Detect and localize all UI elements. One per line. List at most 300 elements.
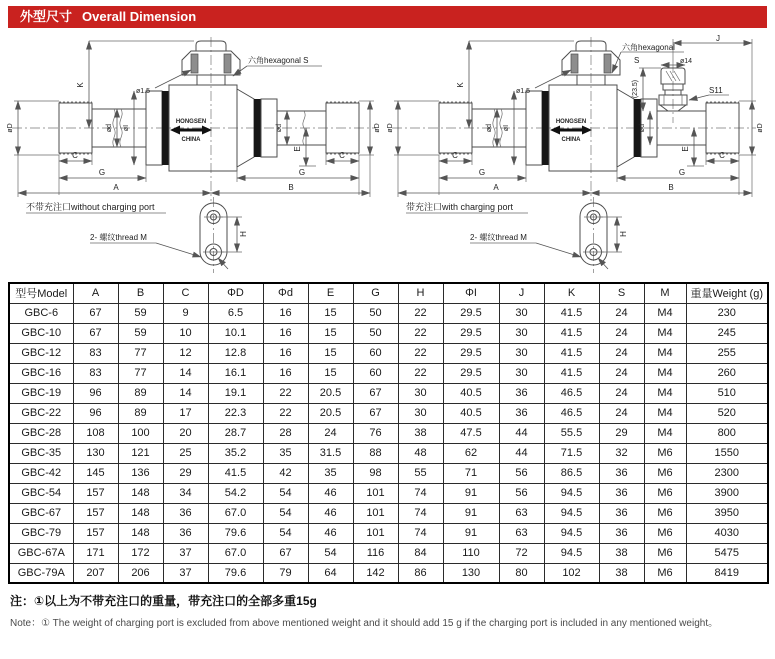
value-cell: 29.5 bbox=[443, 343, 499, 363]
pin-label: ø1.5 bbox=[516, 88, 531, 95]
value-cell: 12.8 bbox=[208, 343, 263, 363]
value-cell: 72 bbox=[499, 543, 544, 563]
header-row bbox=[9, 283, 768, 303]
value-cell: 121 bbox=[118, 443, 163, 463]
value-cell: 54 bbox=[308, 543, 353, 563]
hex-label-line2: S bbox=[634, 56, 640, 65]
model-cell: GBC-16 bbox=[9, 363, 73, 383]
value-cell: 77 bbox=[118, 363, 163, 383]
value-cell: 42 bbox=[263, 463, 308, 483]
table-row bbox=[9, 303, 768, 323]
value-cell: 40.5 bbox=[443, 383, 499, 403]
value-cell: 800 bbox=[686, 423, 768, 443]
table-row bbox=[9, 443, 768, 463]
dim-label-e: E bbox=[681, 146, 690, 152]
value-cell: 94.5 bbox=[544, 543, 599, 563]
value-cell: 89 bbox=[118, 383, 163, 403]
value-cell: 28.7 bbox=[208, 423, 263, 443]
value-cell: 22 bbox=[263, 403, 308, 423]
dim-label-phiD-right: øD bbox=[374, 123, 381, 133]
footnotes bbox=[10, 592, 765, 629]
dim-label-phiD-left: øD bbox=[387, 123, 394, 133]
table-row bbox=[9, 483, 768, 503]
value-cell: 96 bbox=[73, 403, 118, 423]
dim-label-b: B bbox=[668, 183, 674, 192]
value-cell: 207 bbox=[73, 563, 118, 583]
value-cell: M6 bbox=[644, 483, 686, 503]
value-cell: 22 bbox=[398, 323, 443, 343]
value-cell: 89 bbox=[118, 403, 163, 423]
model-cell: GBC-54 bbox=[9, 483, 73, 503]
value-cell: 41.5 bbox=[544, 343, 599, 363]
value-cell: 98 bbox=[353, 463, 398, 483]
value-cell: 79.6 bbox=[208, 523, 263, 543]
value-cell: 255 bbox=[686, 343, 768, 363]
value-cell: 14 bbox=[163, 383, 208, 403]
value-cell: 63 bbox=[499, 503, 544, 523]
value-cell: 20 bbox=[163, 423, 208, 443]
value-cell: 32 bbox=[599, 443, 644, 463]
dim-label-phiD-right: øD bbox=[757, 123, 764, 133]
dim-label-h: H bbox=[619, 231, 628, 237]
drawing-caption bbox=[406, 201, 528, 213]
value-cell: 16 bbox=[263, 323, 308, 343]
model-cell: GBC-42 bbox=[9, 463, 73, 483]
value-cell: 148 bbox=[118, 483, 163, 503]
column-header: A bbox=[73, 283, 118, 303]
value-cell: 36 bbox=[499, 403, 544, 423]
value-cell: 30 bbox=[499, 323, 544, 343]
value-cell: 46 bbox=[308, 503, 353, 523]
value-cell: 59 bbox=[118, 303, 163, 323]
value-cell: 44 bbox=[499, 423, 544, 443]
value-cell: 101 bbox=[353, 483, 398, 503]
value-cell: 100 bbox=[118, 423, 163, 443]
value-cell: 10.1 bbox=[208, 323, 263, 343]
value-cell: 28 bbox=[263, 423, 308, 443]
value-cell: 46.5 bbox=[544, 383, 599, 403]
value-cell: 101 bbox=[353, 503, 398, 523]
s11-label: S11 bbox=[709, 86, 723, 95]
value-cell: 24 bbox=[308, 423, 353, 443]
value-cell: 130 bbox=[443, 563, 499, 583]
model-cell: GBC-67A bbox=[9, 543, 73, 563]
value-cell: 54 bbox=[263, 523, 308, 543]
value-cell: 36 bbox=[163, 503, 208, 523]
value-cell: 74 bbox=[398, 483, 443, 503]
value-cell: M6 bbox=[644, 543, 686, 563]
value-cell: 36 bbox=[499, 383, 544, 403]
value-cell: 8419 bbox=[686, 563, 768, 583]
table-row bbox=[9, 463, 768, 483]
value-cell: 74 bbox=[398, 523, 443, 543]
value-cell: 56 bbox=[499, 483, 544, 503]
value-cell: 84 bbox=[398, 543, 443, 563]
value-cell: 157 bbox=[73, 483, 118, 503]
dim-label-phid-right: ød bbox=[639, 123, 646, 133]
value-cell: 24 bbox=[599, 303, 644, 323]
column-header: C bbox=[163, 283, 208, 303]
value-cell: 55.5 bbox=[544, 423, 599, 443]
value-cell: 30 bbox=[398, 383, 443, 403]
value-cell: 16.1 bbox=[208, 363, 263, 383]
value-cell: 46 bbox=[308, 483, 353, 503]
value-cell: 48 bbox=[398, 443, 443, 463]
table-row bbox=[9, 423, 768, 443]
dim-label-c-left: C bbox=[452, 151, 458, 160]
value-cell: 30 bbox=[398, 403, 443, 423]
value-cell: 29 bbox=[599, 423, 644, 443]
model-cell: GBC-79A bbox=[9, 563, 73, 583]
drawing-caption bbox=[26, 201, 166, 213]
value-cell: 35.2 bbox=[208, 443, 263, 463]
value-cell: 157 bbox=[73, 503, 118, 523]
value-cell: M4 bbox=[644, 343, 686, 363]
value-cell: 86.5 bbox=[544, 463, 599, 483]
value-cell: 16 bbox=[263, 363, 308, 383]
column-header: G bbox=[353, 283, 398, 303]
hex-label-line1: 六角hexagonal bbox=[622, 43, 675, 52]
thread-label: 2- 螺纹thread M bbox=[470, 233, 527, 242]
value-cell: 24 bbox=[599, 343, 644, 363]
value-cell: 91 bbox=[443, 503, 499, 523]
value-cell: 47.5 bbox=[443, 423, 499, 443]
dim-label-a: A bbox=[493, 183, 499, 192]
value-cell: 206 bbox=[118, 563, 163, 583]
caption-text: 带充注口with charging port bbox=[406, 202, 514, 212]
brand-country: CHINA bbox=[181, 137, 201, 143]
column-header: E bbox=[308, 283, 353, 303]
value-cell: 148 bbox=[118, 523, 163, 543]
port-height-label: (23.5) bbox=[632, 79, 639, 99]
value-cell: 41.5 bbox=[544, 303, 599, 323]
value-cell: 171 bbox=[73, 543, 118, 563]
table-row bbox=[9, 503, 768, 523]
value-cell: 36 bbox=[163, 523, 208, 543]
value-cell: 38 bbox=[398, 423, 443, 443]
value-cell: 20.5 bbox=[308, 403, 353, 423]
value-cell: 3900 bbox=[686, 483, 768, 503]
value-cell: 35 bbox=[263, 443, 308, 463]
value-cell: 36 bbox=[599, 523, 644, 543]
table-row bbox=[9, 403, 768, 423]
dim-label-phiI: øI bbox=[123, 124, 130, 132]
value-cell: M6 bbox=[644, 563, 686, 583]
section-title-cn: 外型尺寸 bbox=[20, 9, 73, 24]
value-cell: 16 bbox=[263, 343, 308, 363]
drawing-with-charging-port bbox=[384, 33, 769, 278]
dim-label-e: E bbox=[293, 146, 302, 152]
value-cell: 64 bbox=[308, 563, 353, 583]
value-cell: 79.6 bbox=[208, 563, 263, 583]
table-row bbox=[9, 563, 768, 583]
pin-label: ø1.5 bbox=[136, 88, 151, 95]
value-cell: 91 bbox=[443, 523, 499, 543]
value-cell: 142 bbox=[353, 563, 398, 583]
value-cell: 15 bbox=[308, 323, 353, 343]
value-cell: 54 bbox=[263, 503, 308, 523]
table-row bbox=[9, 543, 768, 563]
value-cell: 46 bbox=[308, 523, 353, 543]
value-cell: 83 bbox=[73, 363, 118, 383]
column-header: B bbox=[118, 283, 163, 303]
table-row bbox=[9, 343, 768, 363]
value-cell: 520 bbox=[686, 403, 768, 423]
value-cell: 29 bbox=[163, 463, 208, 483]
value-cell: 34 bbox=[163, 483, 208, 503]
value-cell: 3950 bbox=[686, 503, 768, 523]
value-cell: 60 bbox=[353, 363, 398, 383]
value-cell: 148 bbox=[118, 503, 163, 523]
table-row bbox=[9, 363, 768, 383]
value-cell: 102 bbox=[544, 563, 599, 583]
dim-label-phiI: øI bbox=[503, 124, 510, 132]
value-cell: 5475 bbox=[686, 543, 768, 563]
value-cell: 40.5 bbox=[443, 403, 499, 423]
value-cell: 37 bbox=[163, 563, 208, 583]
value-cell: 67 bbox=[353, 403, 398, 423]
technical-drawings bbox=[0, 33, 775, 278]
thread-label: 2- 螺纹thread M bbox=[90, 233, 147, 242]
value-cell: 54.2 bbox=[208, 483, 263, 503]
value-cell: 37 bbox=[163, 543, 208, 563]
value-cell: 22 bbox=[398, 363, 443, 383]
column-header: 型号Model bbox=[9, 283, 73, 303]
value-cell: 67.0 bbox=[208, 503, 263, 523]
value-cell: M4 bbox=[644, 323, 686, 343]
dimension-table bbox=[8, 282, 769, 584]
value-cell: 108 bbox=[73, 423, 118, 443]
column-header: K bbox=[544, 283, 599, 303]
value-cell: 19.1 bbox=[208, 383, 263, 403]
value-cell: 172 bbox=[118, 543, 163, 563]
value-cell: 15 bbox=[308, 363, 353, 383]
value-cell: 20.5 bbox=[308, 383, 353, 403]
value-cell: 80 bbox=[499, 563, 544, 583]
table-row bbox=[9, 383, 768, 403]
value-cell: 38 bbox=[599, 543, 644, 563]
value-cell: 35 bbox=[308, 463, 353, 483]
value-cell: 67 bbox=[73, 303, 118, 323]
cap-dia-label: ø14 bbox=[679, 58, 693, 65]
value-cell: 67 bbox=[263, 543, 308, 563]
value-cell: 230 bbox=[686, 303, 768, 323]
value-cell: M4 bbox=[644, 363, 686, 383]
value-cell: 15 bbox=[308, 343, 353, 363]
brand-country: CHINA bbox=[561, 137, 581, 143]
column-header: J bbox=[499, 283, 544, 303]
value-cell: 36 bbox=[599, 483, 644, 503]
value-cell: 50 bbox=[353, 323, 398, 343]
model-cell: GBC-19 bbox=[9, 383, 73, 403]
value-cell: 71 bbox=[443, 463, 499, 483]
table-row bbox=[9, 323, 768, 343]
value-cell: 67 bbox=[73, 323, 118, 343]
dim-label-g-left: G bbox=[478, 168, 486, 177]
value-cell: 24 bbox=[599, 363, 644, 383]
dim-label-b: B bbox=[288, 183, 294, 192]
value-cell: 157 bbox=[73, 523, 118, 543]
value-cell: 79 bbox=[263, 563, 308, 583]
value-cell: 2300 bbox=[686, 463, 768, 483]
value-cell: 22.3 bbox=[208, 403, 263, 423]
value-cell: M6 bbox=[644, 503, 686, 523]
section-title-en: Overall Dimension bbox=[82, 9, 197, 24]
value-cell: 62 bbox=[443, 443, 499, 463]
value-cell: 130 bbox=[73, 443, 118, 463]
model-cell: GBC-79 bbox=[9, 523, 73, 543]
value-cell: 31.5 bbox=[308, 443, 353, 463]
value-cell: M6 bbox=[644, 443, 686, 463]
model-cell: GBC-35 bbox=[9, 443, 73, 463]
dim-label-c-left: C bbox=[72, 151, 78, 160]
dim-label-k: K bbox=[456, 82, 465, 88]
value-cell: 17 bbox=[163, 403, 208, 423]
value-cell: 24 bbox=[599, 403, 644, 423]
drawing-without-charging-port bbox=[4, 33, 384, 278]
value-cell: 55 bbox=[398, 463, 443, 483]
model-cell: GBC-67 bbox=[9, 503, 73, 523]
value-cell: M6 bbox=[644, 523, 686, 543]
column-header: ΦD bbox=[208, 283, 263, 303]
dim-label-g-left: G bbox=[98, 168, 106, 177]
value-cell: M4 bbox=[644, 383, 686, 403]
value-cell: 36 bbox=[599, 463, 644, 483]
value-cell: 36 bbox=[599, 503, 644, 523]
value-cell: 14 bbox=[163, 363, 208, 383]
model-cell: GBC-10 bbox=[9, 323, 73, 343]
value-cell: 22 bbox=[263, 383, 308, 403]
column-header: S bbox=[599, 283, 644, 303]
value-cell: M4 bbox=[644, 303, 686, 323]
value-cell: 1550 bbox=[686, 443, 768, 463]
dim-label-h: H bbox=[239, 231, 248, 237]
dim-label-phid-left: ød bbox=[106, 123, 113, 133]
note-en: Note：① The weight of charging port is excluded from above mentioned weight and it should add 15 g if the charging port is included in any mentioned weight。 bbox=[10, 618, 719, 629]
hex-label: 六角hexagonal S bbox=[248, 56, 309, 65]
column-header: M bbox=[644, 283, 686, 303]
dim-label-phiD-left: øD bbox=[7, 123, 14, 133]
value-cell: 29.5 bbox=[443, 323, 499, 343]
value-cell: 136 bbox=[118, 463, 163, 483]
value-cell: 24 bbox=[599, 383, 644, 403]
value-cell: 94.5 bbox=[544, 503, 599, 523]
model-cell: GBC-6 bbox=[9, 303, 73, 323]
value-cell: 41.5 bbox=[208, 463, 263, 483]
dim-label-phid-right: ød bbox=[276, 123, 283, 133]
brand-mark bbox=[170, 119, 212, 143]
brand-name: HONGSEN bbox=[555, 119, 587, 125]
dim-label-k: K bbox=[76, 82, 85, 88]
dim-label-g-right: G bbox=[678, 168, 686, 177]
value-cell: 63 bbox=[499, 523, 544, 543]
value-cell: 94.5 bbox=[544, 523, 599, 543]
value-cell: 60 bbox=[353, 343, 398, 363]
column-header: 重量Weight (g) bbox=[686, 283, 768, 303]
value-cell: M4 bbox=[644, 423, 686, 443]
dim-label-c-right: C bbox=[339, 151, 345, 160]
dim-label-a: A bbox=[113, 183, 119, 192]
value-cell: 10 bbox=[163, 323, 208, 343]
value-cell: 510 bbox=[686, 383, 768, 403]
value-cell: 6.5 bbox=[208, 303, 263, 323]
value-cell: 16 bbox=[263, 303, 308, 323]
value-cell: 71.5 bbox=[544, 443, 599, 463]
dim-label-j: J bbox=[716, 34, 720, 43]
value-cell: 83 bbox=[73, 343, 118, 363]
dim-label-g-right: G bbox=[298, 168, 306, 177]
model-cell: GBC-12 bbox=[9, 343, 73, 363]
value-cell: 67.0 bbox=[208, 543, 263, 563]
value-cell: 86 bbox=[398, 563, 443, 583]
value-cell: 76 bbox=[353, 423, 398, 443]
value-cell: 94.5 bbox=[544, 483, 599, 503]
value-cell: M4 bbox=[644, 403, 686, 423]
value-cell: 56 bbox=[499, 463, 544, 483]
value-cell: 24 bbox=[599, 323, 644, 343]
value-cell: 25 bbox=[163, 443, 208, 463]
value-cell: 74 bbox=[398, 503, 443, 523]
note-cn: 注：①以上为不带充注口的重量，带充注口的全部多重15g bbox=[10, 594, 317, 608]
value-cell: 88 bbox=[353, 443, 398, 463]
value-cell: 22 bbox=[398, 343, 443, 363]
value-cell: 30 bbox=[499, 363, 544, 383]
table-body bbox=[9, 303, 768, 583]
value-cell: 29.5 bbox=[443, 363, 499, 383]
value-cell: 96 bbox=[73, 383, 118, 403]
value-cell: 110 bbox=[443, 543, 499, 563]
column-header: Φd bbox=[263, 283, 308, 303]
value-cell: 15 bbox=[308, 303, 353, 323]
value-cell: 116 bbox=[353, 543, 398, 563]
brand-mark bbox=[550, 119, 592, 143]
value-cell: 12 bbox=[163, 343, 208, 363]
value-cell: 29.5 bbox=[443, 303, 499, 323]
value-cell: 260 bbox=[686, 363, 768, 383]
value-cell: 22 bbox=[398, 303, 443, 323]
value-cell: 54 bbox=[263, 483, 308, 503]
caption-text: 不带充注口without charging port bbox=[26, 202, 155, 212]
charging-port bbox=[659, 68, 687, 111]
model-cell: GBC-22 bbox=[9, 403, 73, 423]
value-cell: 245 bbox=[686, 323, 768, 343]
value-cell: 41.5 bbox=[544, 363, 599, 383]
value-cell: 101 bbox=[353, 523, 398, 543]
dim-label-phid-left: ød bbox=[486, 123, 493, 133]
value-cell: 30 bbox=[499, 343, 544, 363]
table-row bbox=[9, 523, 768, 543]
dim-label-c-right: C bbox=[719, 151, 725, 160]
value-cell: 145 bbox=[73, 463, 118, 483]
value-cell: 50 bbox=[353, 303, 398, 323]
value-cell: 91 bbox=[443, 483, 499, 503]
value-cell: 59 bbox=[118, 323, 163, 343]
section-title-bar bbox=[8, 6, 767, 28]
value-cell: 67 bbox=[353, 383, 398, 403]
value-cell: 41.5 bbox=[544, 323, 599, 343]
value-cell: 9 bbox=[163, 303, 208, 323]
value-cell: 77 bbox=[118, 343, 163, 363]
column-header: ΦI bbox=[443, 283, 499, 303]
value-cell: 30 bbox=[499, 303, 544, 323]
value-cell: 38 bbox=[599, 563, 644, 583]
brand-name: HONGSEN bbox=[175, 119, 207, 125]
table-header bbox=[9, 283, 768, 303]
column-header: H bbox=[398, 283, 443, 303]
valve-body bbox=[59, 41, 359, 171]
model-cell: GBC-28 bbox=[9, 423, 73, 443]
value-cell: 4030 bbox=[686, 523, 768, 543]
